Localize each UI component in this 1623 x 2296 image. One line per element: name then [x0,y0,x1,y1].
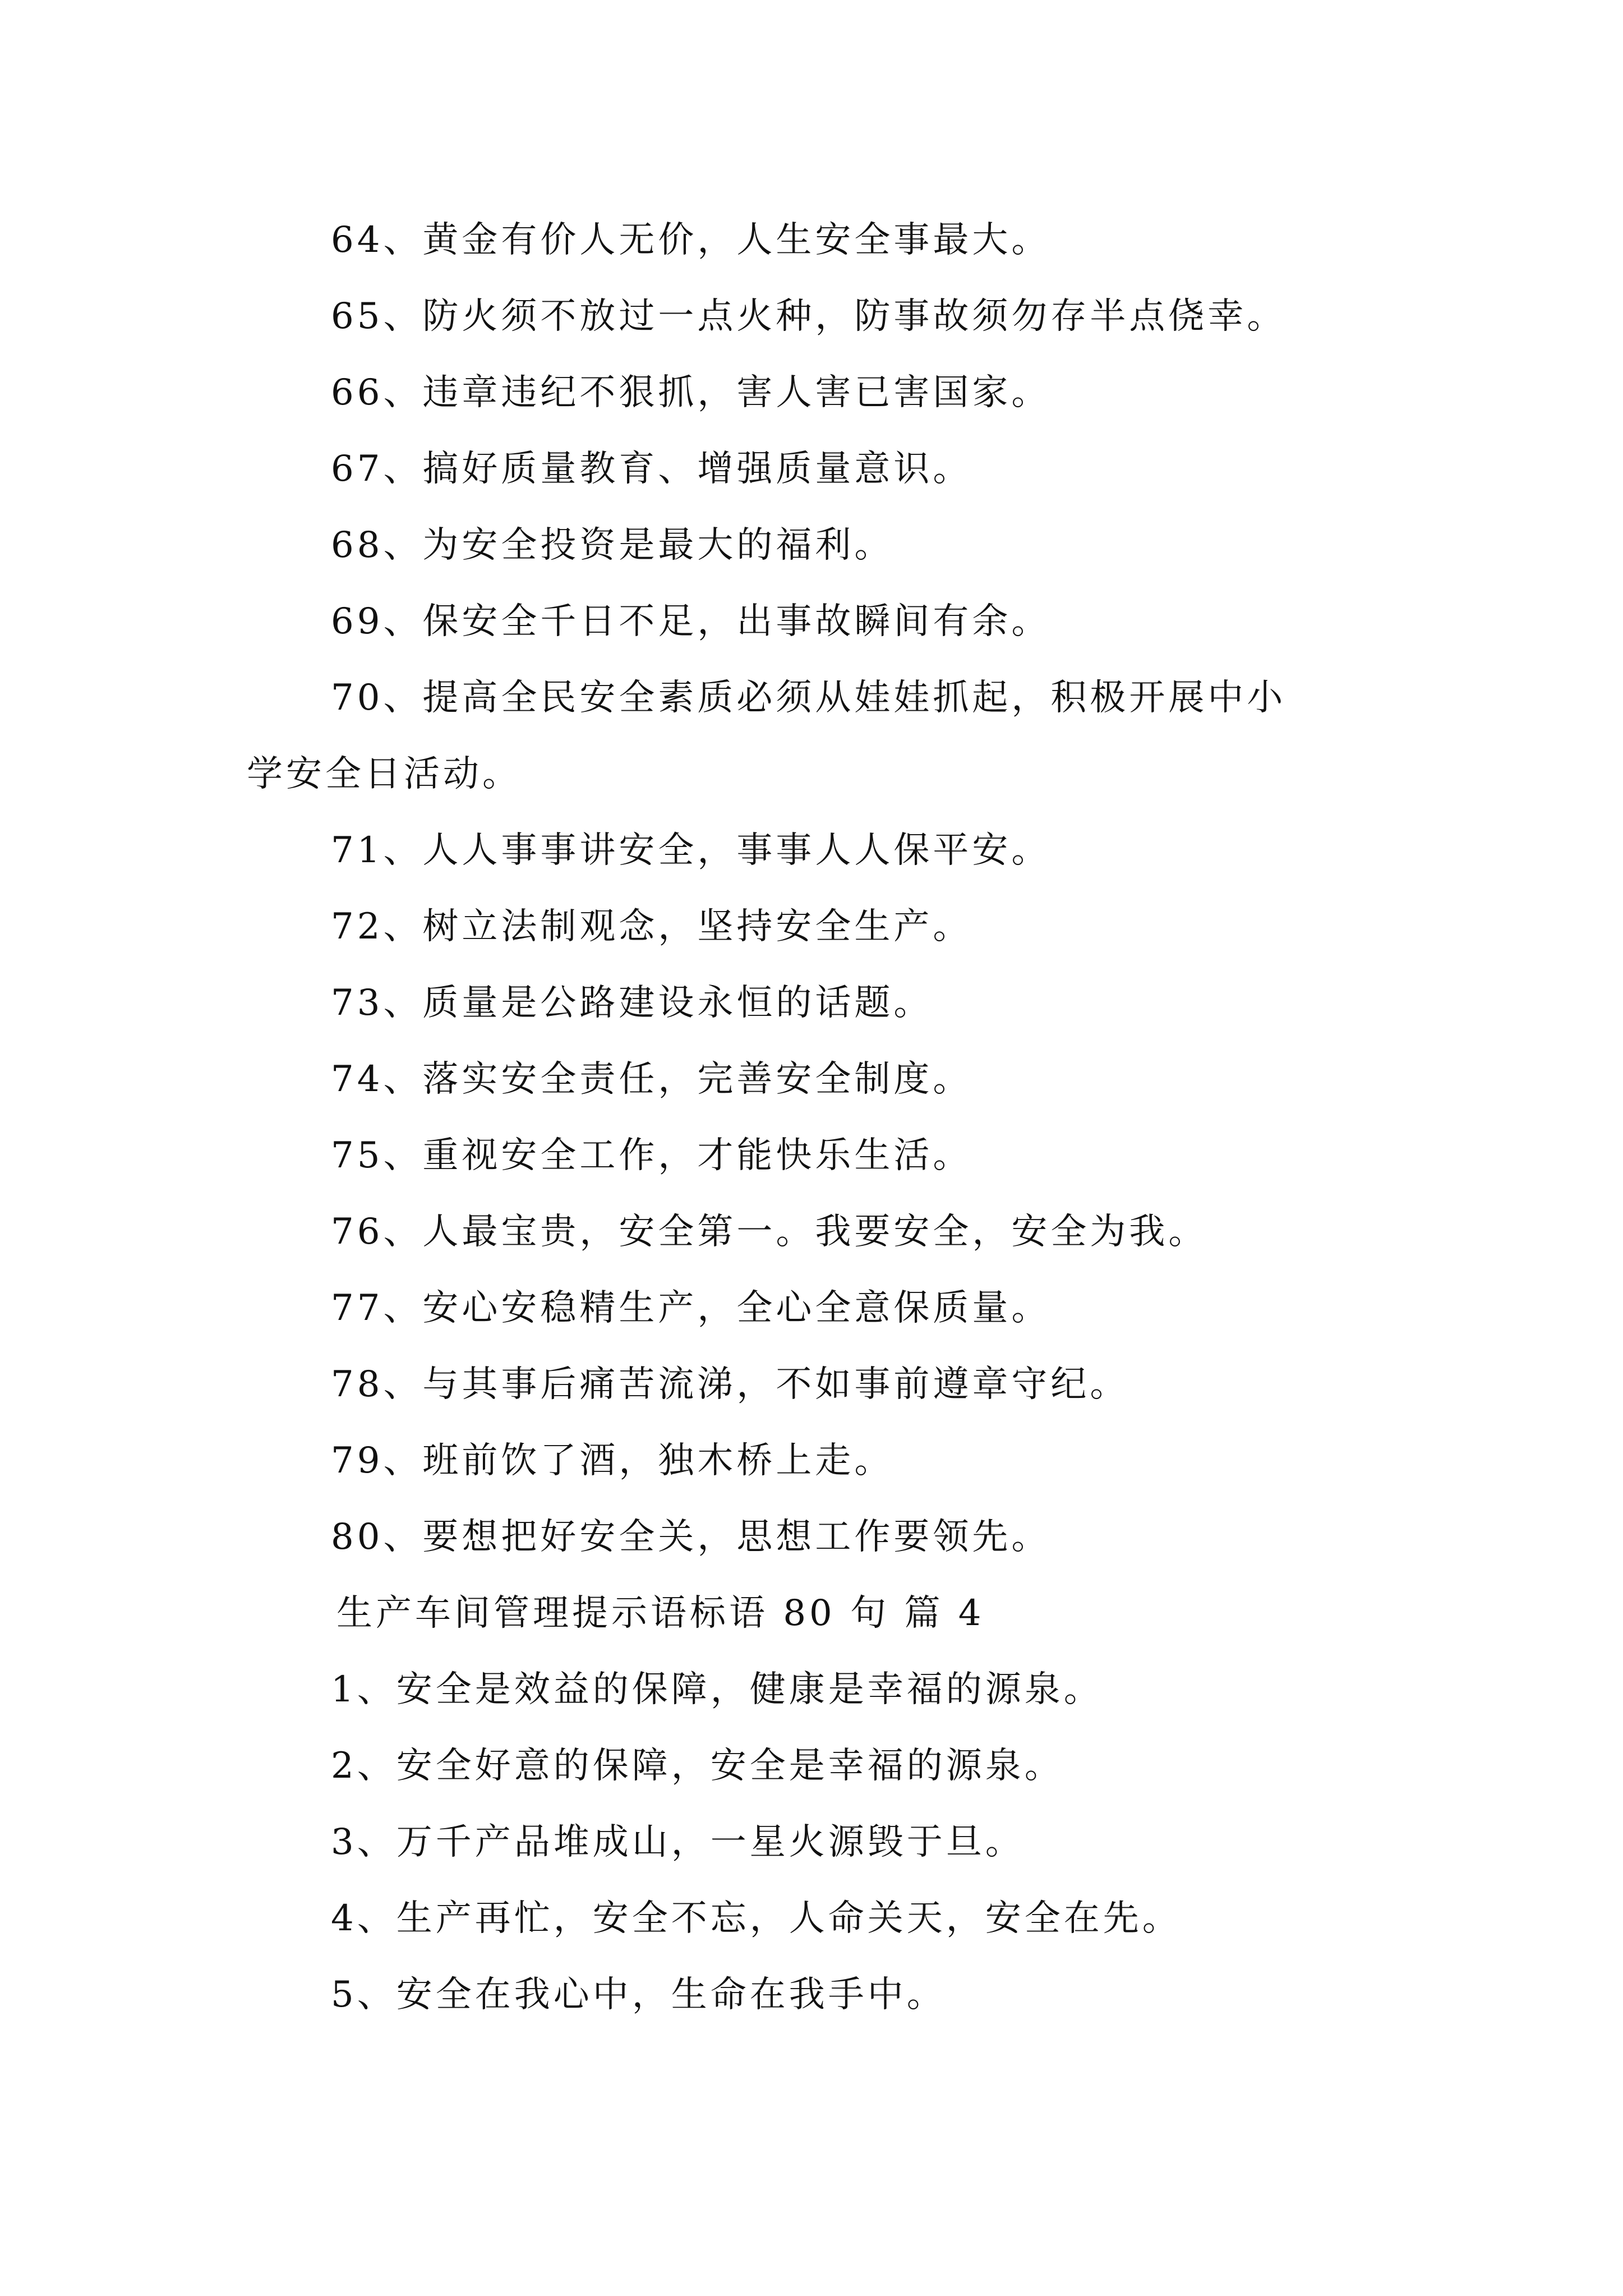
slogan-66: 66、违章违纪不狠抓，害人害已害国家。 [331,372,1051,413]
slogan-70-line-1: 70、提高全民安全素质必须从娃娃抓起，积极开展中小 [331,677,1287,719]
slogan-78: 78、与其事后痛苦流涕，不如事前遵章守纪。 [331,1364,1129,1405]
slogan-65: 65、防火须不放过一点火种，防事故须勿存半点侥幸。 [331,296,1287,337]
slogan-74: 74、落实安全责任，完善安全制度。 [331,1059,972,1100]
slogan-3: 3、万千产品堆成山，一星火源毁于旦。 [331,1821,1025,1863]
slogan-69: 69、保安全千日不足，出事故瞬间有余。 [331,601,1051,642]
slogan-5: 5、安全在我心中，生命在我手中。 [331,1974,946,2016]
slogan-67: 67、搞好质量教育、增强质量意识。 [331,448,972,490]
slogan-80: 80、要想把好安全关，思想工作要领先。 [331,1516,1051,1558]
slogan-75: 75、重视安全工作，才能快乐生活。 [331,1135,972,1176]
slogan-77: 77、安心安稳精生产，全心全意保质量。 [331,1287,1051,1329]
slogan-71: 71、人人事事讲安全，事事人人保平安。 [331,830,1051,871]
slogan-72: 72、树立法制观念，坚持安全生产。 [331,906,972,947]
slogan-70-line-2: 学安全日活动。 [247,753,522,795]
slogan-2: 2、安全好意的保障，安全是幸福的源泉。 [331,1745,1064,1787]
slogan-4: 4、生产再忙，安全不忘，人命关天，安全在先。 [331,1898,1182,1939]
slogan-68: 68、为安全投资是最大的福利。 [331,524,894,566]
section-heading: 生产车间管理提示语标语 80 句 篇 4 [336,1593,985,1634]
slogan-64: 64、黄金有价人无价，人生安全事最大。 [331,219,1051,261]
slogan-76: 76、人最宝贵，安全第一。我要安全，安全为我。 [331,1211,1208,1253]
slogan-73: 73、质量是公路建设永恒的话题。 [331,982,933,1024]
document-body [247,202,1413,2033]
slogan-79: 79、班前饮了酒，独木桥上走。 [331,1440,894,1481]
slogan-1: 1、安全是效益的保障，健康是幸福的源泉。 [331,1669,1103,1710]
